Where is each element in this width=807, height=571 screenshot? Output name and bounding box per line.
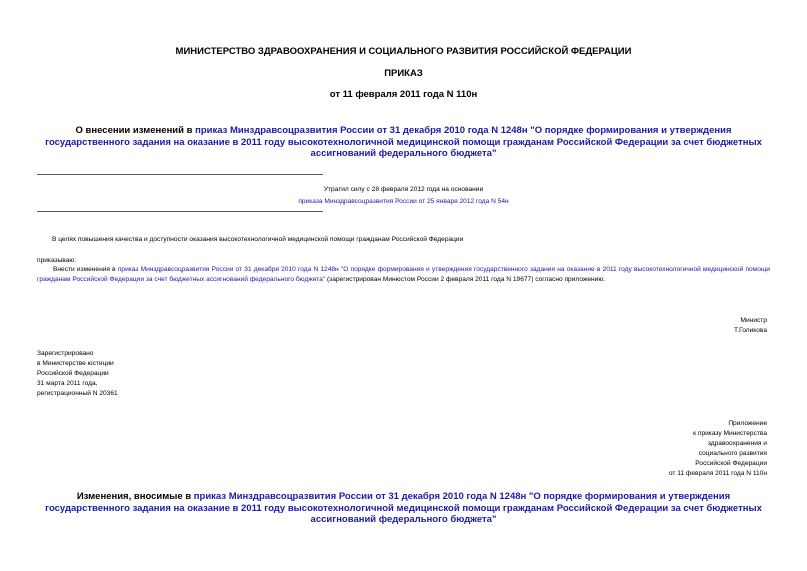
bottom-rule [37, 211, 323, 212]
repeal-note-text: Утратил силу с 28 февраля 2012 года на основании [323, 186, 484, 193]
document-title-link[interactable]: приказ Минздравсоцразвития России от 31 декабря 2010 года N 1248н "О порядке формирования и утверждения государственного задания на оказание в 2011 году высокотехнологичной медицинской помощи гражданам Российской Федерации за счет бюджетных ассигнований федерального бюджета" [45, 125, 762, 159]
main-paragraph-prefix: Внести изменения в [53, 266, 118, 273]
ministry-heading: МИНИСТЕРСТВО ЗДРАВООХРАНЕНИЯ И СОЦИАЛЬНОГО РАЗВИТИЯ РОССИЙСКОЙ ФЕДЕРАЦИИ [175, 46, 632, 57]
doc-date-number: от 11 февраля 2011 года N 110н [329, 89, 478, 100]
appendix-line: к приказу Министерства [693, 430, 767, 437]
signature-block [734, 316, 767, 336]
appendix-line: социального развития [698, 450, 767, 457]
document-title [40, 125, 767, 160]
document-title-prefix: О внесении изменений в [75, 125, 196, 136]
main-paragraph-suffix: (зарегистрирован Минюстом России 2 февраля 2011 года N 19677) согласно приложению. [325, 276, 606, 283]
appendix-line: Приложение [728, 420, 767, 427]
registration-line: регистрационный N 20361 [37, 390, 118, 397]
signature-position: Министр [740, 317, 767, 324]
doc-type-heading: ПРИКАЗ [384, 68, 423, 79]
appendix-line: Российской Федерации [695, 460, 767, 467]
signature-name: Т.Голикова [733, 327, 767, 334]
repeal-note [0, 185, 807, 207]
repeal-note-link[interactable]: приказа Минздравсоцразвития России от 25 января 2012 года N 54н [298, 198, 509, 205]
registration-line: 31 марта 2011 года, [37, 380, 98, 387]
appendix-line: здравоохранения и [707, 440, 767, 447]
registration-line: в Министерстве юстиции [37, 360, 114, 367]
order-word: приказываю: [37, 257, 77, 264]
appendix-block [669, 419, 767, 479]
changes-title [37, 491, 770, 526]
registration-line: Российской Федерации [37, 370, 109, 377]
changes-title-prefix: Изменения, вносимые в [76, 491, 194, 502]
appendix-line: от 11 февраля 2011 года N 110н [668, 470, 767, 477]
registration-block [37, 349, 118, 399]
main-paragraph [37, 265, 770, 285]
changes-title-link[interactable]: приказ Минздравсоцразвития России от 31 декабря 2010 года N 1248н "О порядке формирования и утверждения государственного задания на оказание в 2011 году высокотехнологичной медицинской помощи гражданам Российской Федерации за счет бюджетных ассигнований федерального бюджета" [45, 491, 762, 525]
intro-paragraph: В целях повышения качества и доступности оказания высокотехнологичной медицинской помощи гражданам Российской Федерации [52, 236, 464, 243]
registration-line: Зарегистрировано [37, 350, 94, 357]
top-rule [37, 174, 323, 175]
main-paragraph-link[interactable]: приказ Минздравсоцразвития России от 31 декабря 2010 года N 1248н "О порядке формирования и утверждения государственного задания на оказание в 2011 году высокотехнологичной медицинской помощи гражданам Российской Федерации за счет бюджетных ассигнований федерального бюджета" [37, 266, 770, 283]
